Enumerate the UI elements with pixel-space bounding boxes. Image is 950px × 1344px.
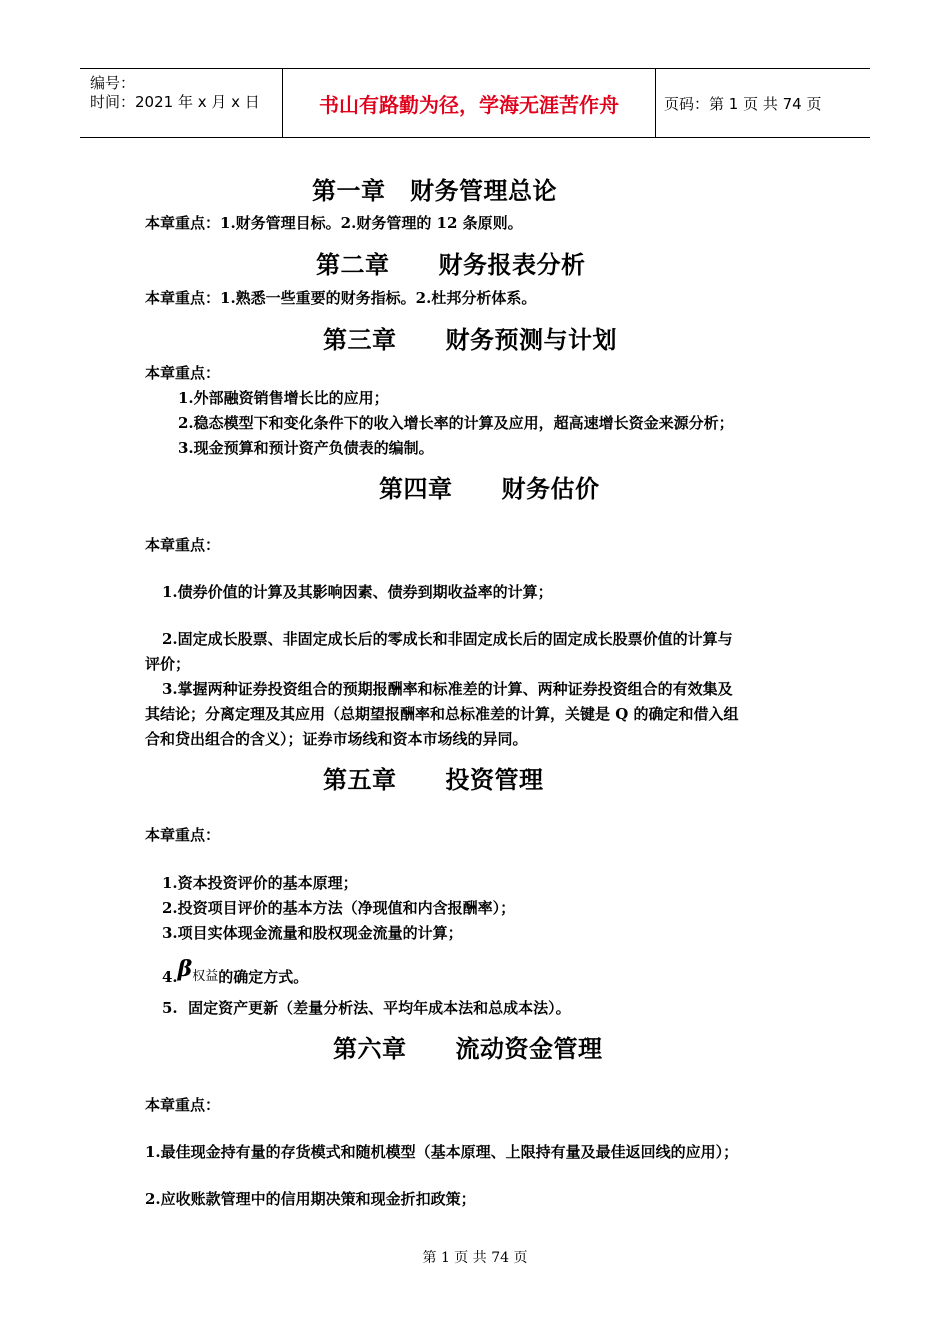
chapter-5-summary: 本章重点： (145, 826, 221, 844)
chapter-4-summary: 本章重点： (145, 536, 221, 554)
time-label: 时间：2021 年 x 月 x 日 (90, 93, 260, 111)
page-footer: 第 1 页 共 74 页 (422, 1250, 528, 1266)
chapter-4-point: 3.掌握两种证券投资组合的预期报酬率和标准差的计算、两种证券投资组合的有效集及 (162, 680, 733, 698)
chapter-4-point: 2.固定成长股票、非固定成长后的零成长和非固定成长后的固定成长股票价值的计算与 (162, 630, 733, 648)
chapter-6-point: 2.应收账款管理中的信用期决策和现金折扣政策； (145, 1190, 476, 1208)
chapter-4-point: 合和贷出组合的含义）；证券市场线和资本市场线的异同。 (145, 730, 528, 748)
chapter-4-point: 其结论；分离定理及其应用（总期望报酬率和总标准差的计算，关键是 Q 的确定和借入组 (145, 705, 739, 723)
chapter-5-point: 2.投资项目评价的基本方法（净现值和内含报酬率）； (162, 899, 516, 917)
chapter-2-title: 第二章 财务报表分析 (316, 251, 586, 279)
chapter-5-point-beta: 4.β权益的确定方式。 (162, 956, 309, 986)
beta-subscript: 权益 (192, 969, 219, 984)
chapter-5-point: 5. 固定资产更新（差量分析法、平均年成本法和总成本法）。 (162, 999, 571, 1017)
chapter-2-summary: 本章重点：1.熟悉一些重要的财务指标。2.杜邦分析体系。 (145, 289, 537, 307)
chapter-3-point: 1.外部融资销售增长比的应用； (178, 389, 389, 407)
chapter-6-point: 1.最佳现金持有量的存货模式和随机模型（基本原理、上限持有量及最佳返回线的应用）； (145, 1143, 739, 1161)
header-meta-cell (80, 69, 283, 137)
chapter-4-point: 评价； (145, 655, 191, 673)
chapter-3-title: 第三章 财务预测与计划 (323, 326, 617, 354)
chapter-5-point: 3.项目实体现金流量和股权现金流量的计算； (162, 924, 463, 942)
chapter-4-point: 1.债券价值的计算及其影响因素、债券到期收益率的计算； (162, 583, 553, 601)
number-label: 编号： (90, 74, 136, 92)
page-info: 页码：第 1 页 共 74 页 (664, 94, 822, 113)
chapter-1-title: 第一章 财务管理总论 (312, 177, 557, 205)
chapter-3-point: 2.稳态模型下和变化条件下的收入增长率的计算及应用，超高速增长资金来源分析； (178, 414, 734, 432)
document-header (80, 68, 870, 138)
chapter-6-summary: 本章重点： (145, 1096, 221, 1114)
chapter-5-title: 第五章 投资管理 (323, 766, 544, 794)
chapter-1-summary: 本章重点：1.财务管理目标。2.财务管理的 12 条原则。 (145, 214, 523, 232)
beta-symbol: β (177, 956, 193, 982)
chapter-3-summary: 本章重点： (145, 364, 221, 382)
chapter-5-point: 1.资本投资评价的基本原理； (162, 874, 358, 892)
chapter-3-point: 3.现金预算和预计资产负债表的编制。 (178, 439, 434, 457)
chapter-4-title: 第四章 财务估价 (379, 475, 600, 503)
motto: 书山有路勤为径，学海无涯苦作舟 (283, 69, 656, 137)
chapter-6-title: 第六章 流动资金管理 (333, 1035, 603, 1063)
